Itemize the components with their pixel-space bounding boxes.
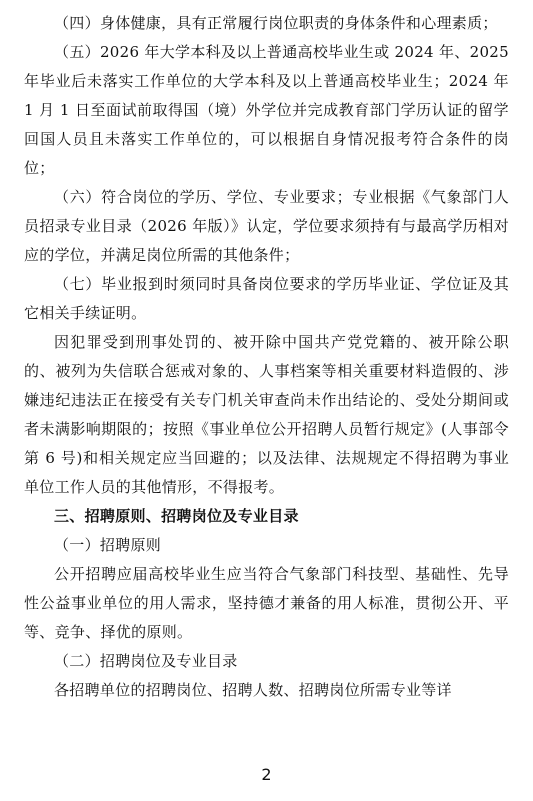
subsection-heading-positions: （二）招聘岗位及专业目录	[54, 652, 238, 670]
subsection-heading-principle: （一）招聘原则	[54, 536, 162, 554]
paragraph-graduate-eligibility: （五）2026 年大学本科及以上普通高校毕业生或 2024 年、2025 年毕业后未落实工作单位的大学本科及以上普通高校毕业生；2024 年 1 月 1 日至面试前取得国（境）外学位并完成教育部门学历认证的留学回国人员且未落实工作单位的，可以根据自身情况报考符合条件的岗位；	[24, 43, 509, 177]
section-heading: 三、招聘原则、招聘岗位及专业目录	[54, 507, 299, 525]
paragraph-principle: 公开招聘应届高校毕业生应当符合气象部门科技型、基础性、先导性公益事业单位的用人需求，坚持德才兼备的用人标准，贯彻公开、平等、竞争、择优的原则。	[24, 565, 509, 641]
paragraph-disqualifications: 因犯罪受到刑事处罚的、被开除中国共产党党籍的、被开除公职的、被列为失信联合惩戒对象的、人事档案等相关重要材料造假的、涉嫌违纪违法正在接受有关专门机关审查尚未作出结论的、受处分期间或者未满影响期限的；按照《事业单位公开招聘人员暂行规定》(人事部令第 6 号)和相关规定应当回避的；以及法律、法规规定不得招聘为事业单位工作人员的其他情形，不得报考。	[24, 333, 509, 496]
paragraph-degree-requirement: （六）符合岗位的学历、学位、专业要求；专业根据《气象部门人员招录专业目录（2026 年版）》认定，学位要求须持有与最高学历相对应的学位，并满足岗位所需的其他条件；	[24, 188, 509, 264]
paragraph-certificate-requirement: （七）毕业报到时须同时具备岗位要求的学历毕业证、学位证及其它相关手续证明。	[24, 275, 509, 322]
paragraph-health-requirement: （四）身体健康，具有正常履行岗位职责的身体条件和心理素质；	[54, 14, 498, 32]
page-number: 2	[261, 765, 272, 784]
paragraph-positions: 各招聘单位的招聘岗位、招聘人数、招聘岗位所需专业等详	[54, 681, 452, 699]
